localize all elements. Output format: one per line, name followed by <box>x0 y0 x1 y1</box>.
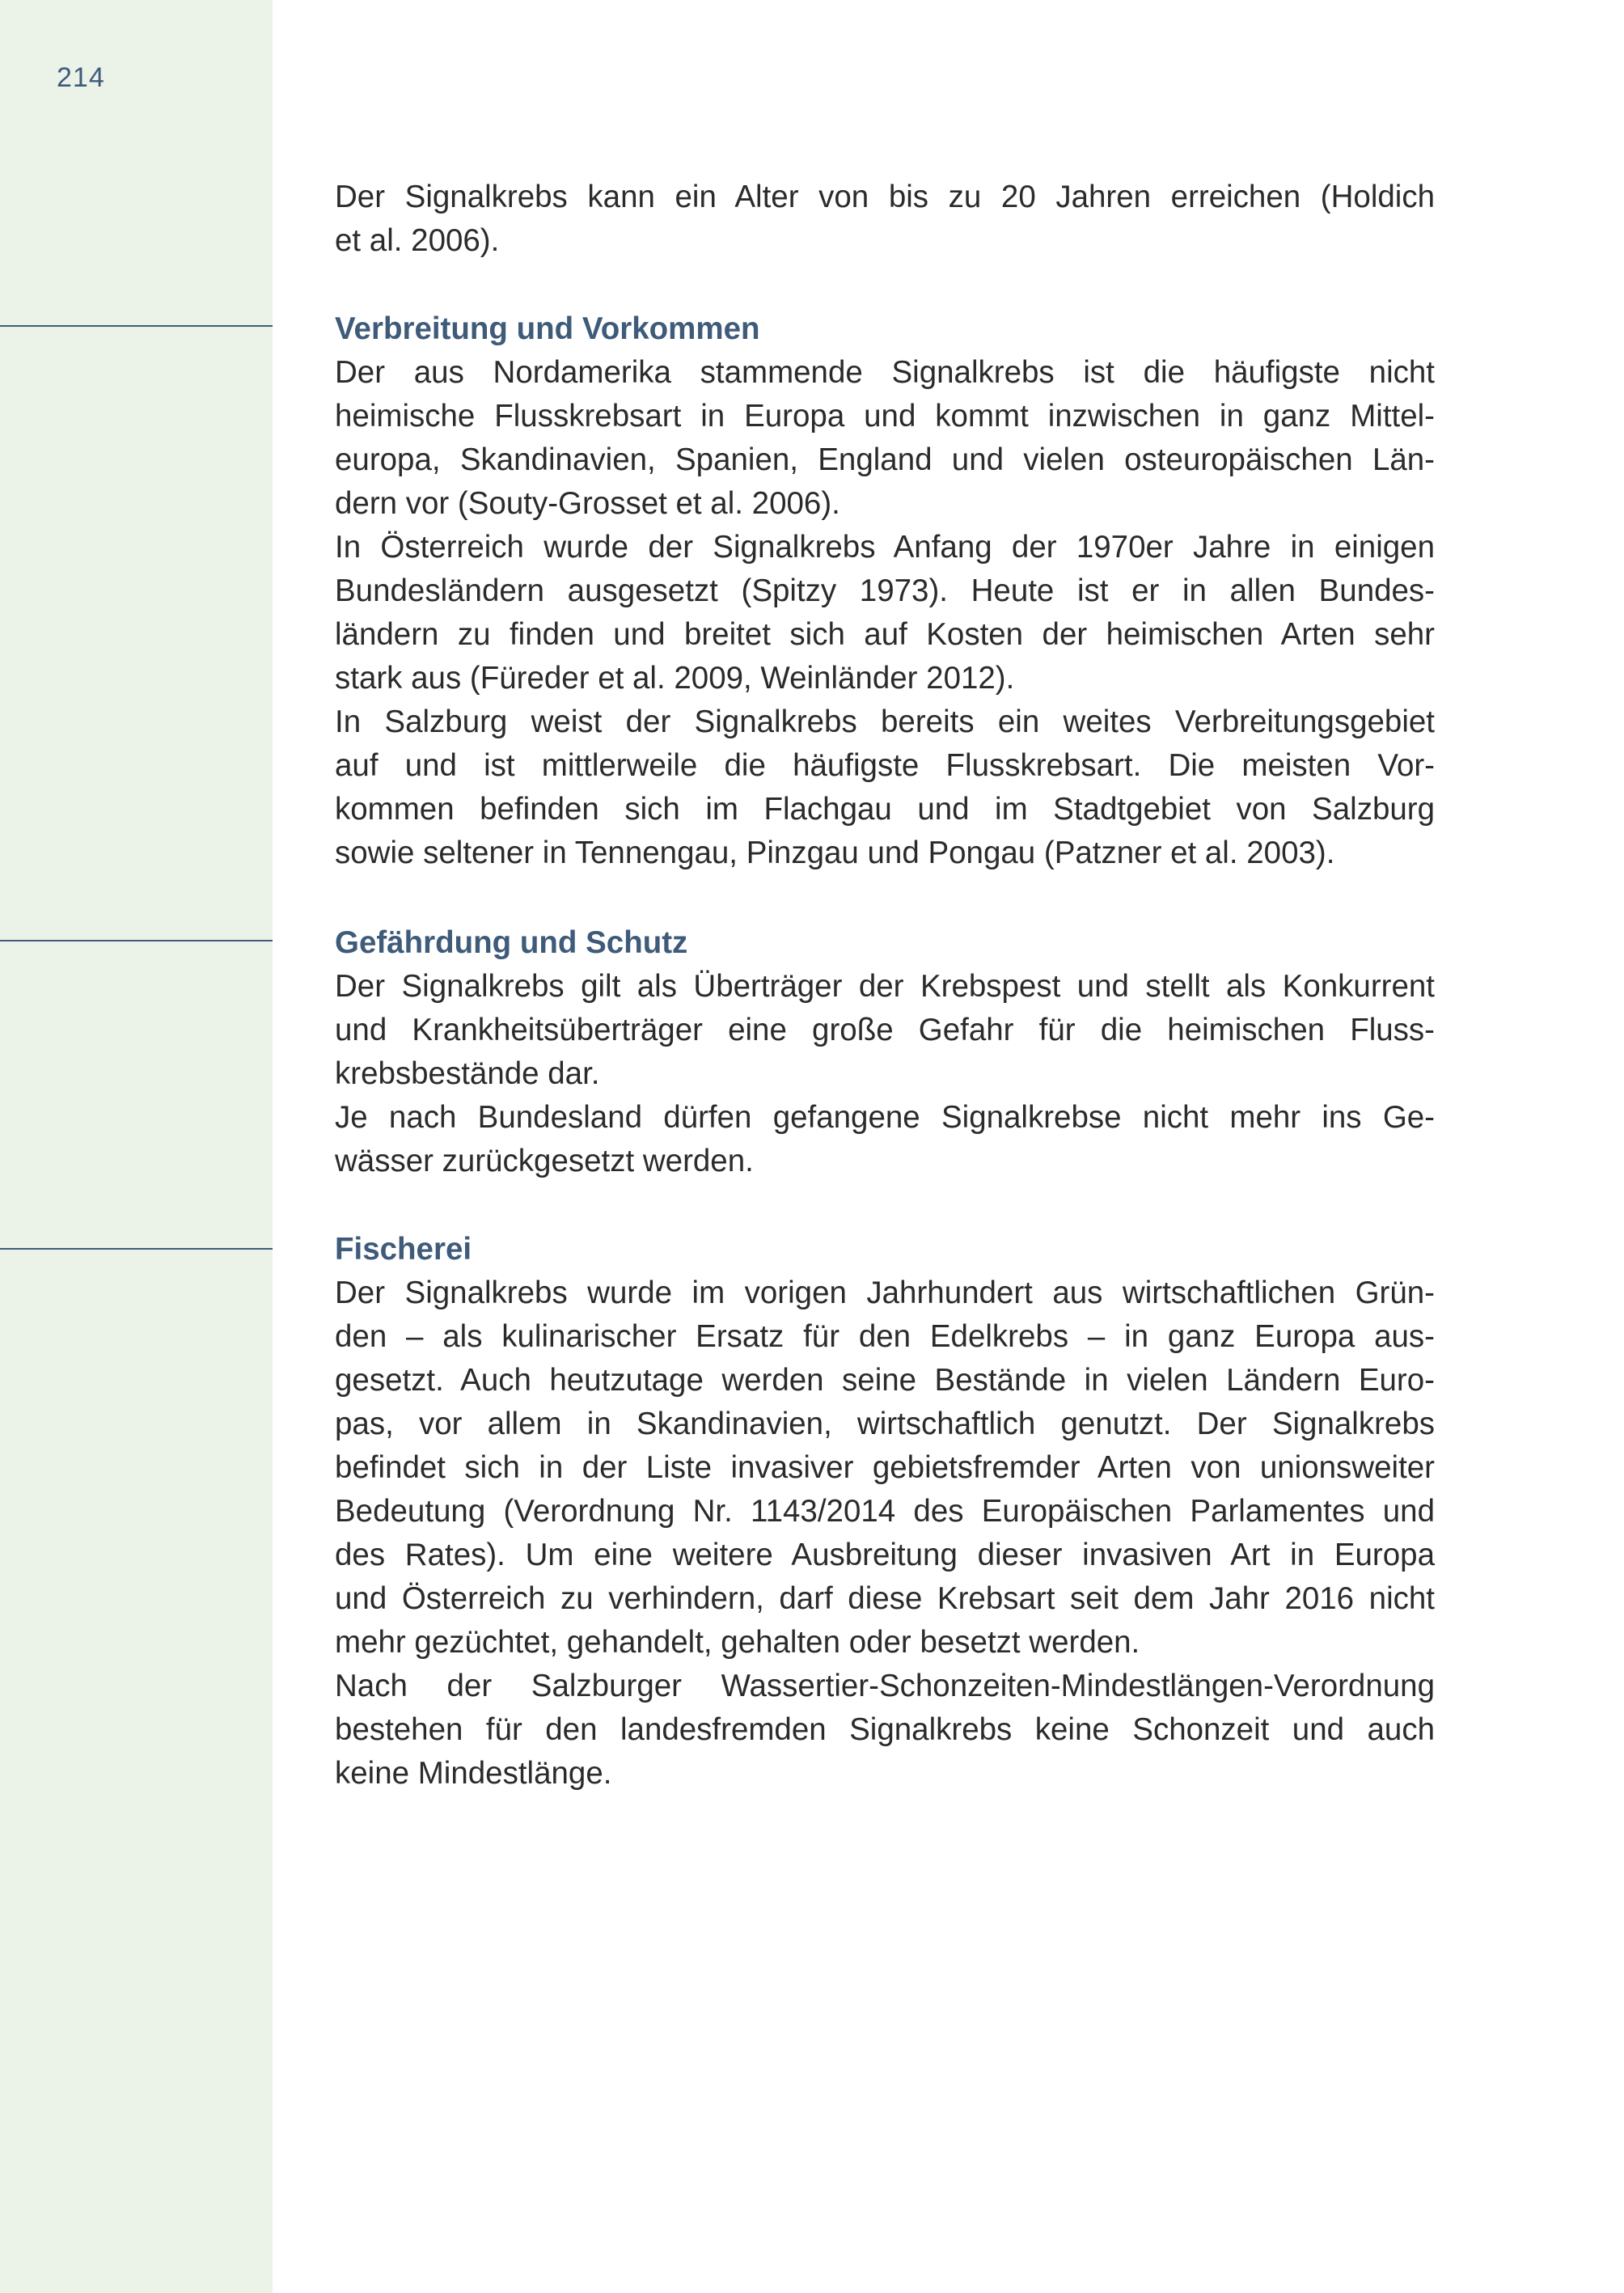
text-line: bestehen für den landesfremden Signalkrebs keine Schonzeit und auch <box>335 1712 1435 1747</box>
text-line: befindet sich in der Liste invasiver gebietsfremder Arten von unionsweiter <box>335 1450 1435 1485</box>
section-rule-gefaehrdung <box>0 940 273 941</box>
text-line: stark aus (Füreder et al. 2009, Weinländer 2012). <box>335 661 1015 696</box>
text-line: Der Signalkrebs kann ein Alter von bis zu 20 Jahren erreichen (Holdich <box>335 180 1435 214</box>
text-line: mehr gezüchtet, gehandelt, gehalten oder besetzt werden. <box>335 1625 1140 1660</box>
section-rule-fischerei <box>0 1248 273 1250</box>
text-line: Der Signalkrebs gilt als Überträger der Krebspest und stellt als Konkurrent <box>335 969 1435 1004</box>
text-line: auf und ist mittlerweile die häufigste Flusskrebsart. Die meisten Vor- <box>335 748 1435 783</box>
text-line: Der Signalkrebs wurde im vorigen Jahrhundert aus wirtschaftlichen Grün- <box>335 1276 1435 1310</box>
sidebar-panel <box>0 0 273 2293</box>
text-line: dern vor (Souty-Grosset et al. 2006). <box>335 486 840 521</box>
text-line: Nach der Salzburger Wassertier-Schonzeiten-Mindestlängen-Verordnung <box>335 1669 1435 1703</box>
text-line: keine Mindestlänge. <box>335 1756 612 1791</box>
heading-fischerei: Fischerei <box>335 1232 472 1267</box>
text-line: gesetzt. Auch heutzutage werden seine Bestände in vielen Ländern Euro- <box>335 1363 1435 1398</box>
text-line: Bedeutung (Verordnung Nr. 1143/2014 des Europäischen Parlamentes und <box>335 1494 1435 1529</box>
page-number: 214 <box>57 62 105 93</box>
text-line: des Rates). Um eine weitere Ausbreitung dieser invasiven Art in Europa <box>335 1538 1435 1572</box>
text-line: In Österreich wurde der Signalkrebs Anfang der 1970er Jahre in einigen <box>335 530 1435 565</box>
text-line: den – als kulinarischer Ersatz für den Edelkrebs – in ganz Europa aus- <box>335 1319 1435 1354</box>
text-line: sowie seltener in Tennengau, Pinzgau und Pongau (Patzner et al. 2003). <box>335 836 1335 870</box>
text-line: heimische Flusskrebsart in Europa und kommt inzwischen in ganz Mittel- <box>335 399 1435 434</box>
heading-verbreitung: Verbreitung und Vorkommen <box>335 311 760 346</box>
text-line: wässer zurückgesetzt werden. <box>335 1144 754 1178</box>
text-line: und Österreich zu verhindern, darf diese Krebsart seit dem Jahr 2016 nicht <box>335 1581 1435 1616</box>
text-line: Je nach Bundesland dürfen gefangene Signalkrebse nicht mehr ins Ge- <box>335 1100 1435 1135</box>
text-line: et al. 2006). <box>335 223 500 258</box>
text-line: Bundesländern ausgesetzt (Spitzy 1973). Heute ist er in allen Bundes- <box>335 573 1435 608</box>
text-line: ländern zu finden und breitet sich auf Kosten der heimischen Arten sehr <box>335 617 1435 652</box>
heading-gefaehrdung: Gefährdung und Schutz <box>335 925 688 960</box>
section-rule-verbreitung <box>0 325 273 327</box>
text-line: und Krankheitsüberträger eine große Gefahr für die heimischen Fluss- <box>335 1013 1435 1047</box>
text-line: pas, vor allem in Skandinavien, wirtschaftlich genutzt. Der Signalkrebs <box>335 1407 1435 1441</box>
text-line: In Salzburg weist der Signalkrebs bereits ein weites Verbreitungsgebiet <box>335 704 1435 739</box>
text-line: kommen befinden sich im Flachgau und im Stadtgebiet von Salzburg <box>335 792 1435 827</box>
text-line: krebsbestände dar. <box>335 1056 600 1091</box>
text-line: Der aus Nordamerika stammende Signalkrebs ist die häufigste nicht <box>335 355 1435 390</box>
text-line: europa, Skandinavien, Spanien, England und vielen osteuropäischen Län- <box>335 442 1435 477</box>
